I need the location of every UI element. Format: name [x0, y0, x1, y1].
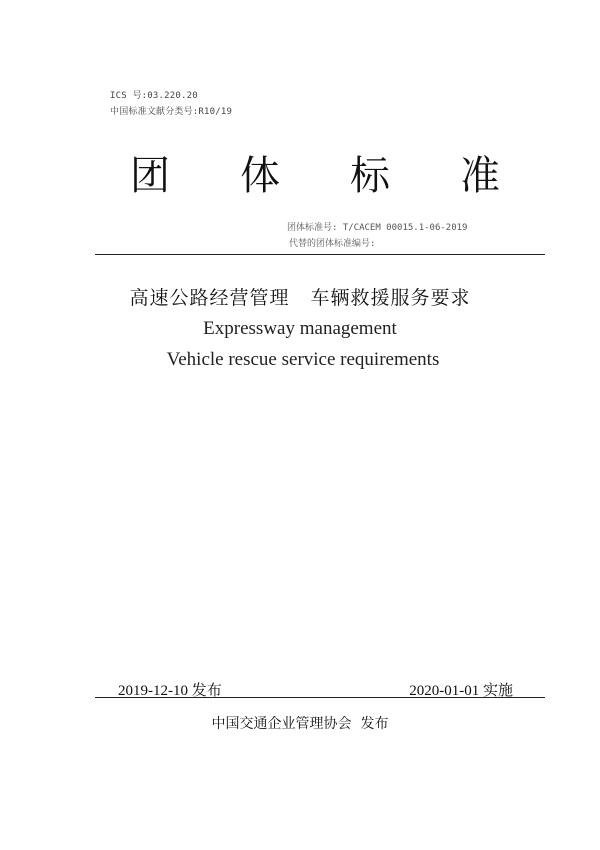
standard-number: 团体标准号: T/CACEM 00015.1-06-2019 [287, 223, 468, 233]
publish-date: 2019-12-10 发布 [118, 683, 222, 699]
doc-kind-char: 体 [240, 153, 280, 199]
replaced-standard-number: 代替的团体标准编号: [289, 239, 376, 249]
title-english-line1: Expressway management [203, 318, 397, 339]
document-type-heading [130, 148, 500, 204]
bottom-divider [95, 697, 545, 698]
effective-date: 2020-01-01 实施 [409, 683, 513, 699]
doc-kind-char: 团 [130, 153, 170, 199]
clc-number: 中国标准文献分类号:R10/19 [110, 107, 233, 117]
doc-kind-char: 准 [460, 153, 500, 199]
publisher: 中国交通企业管理协会 发布 [211, 716, 389, 732]
doc-kind-char: 标 [350, 153, 390, 199]
title-chinese: 高速公路经营管理 车辆救援服务要求 [129, 287, 471, 309]
title-english-line2: Vehicle rescue service requirements [166, 349, 440, 370]
top-divider [95, 254, 545, 255]
ics-number: ICS 号:03.220.20 [110, 91, 198, 101]
